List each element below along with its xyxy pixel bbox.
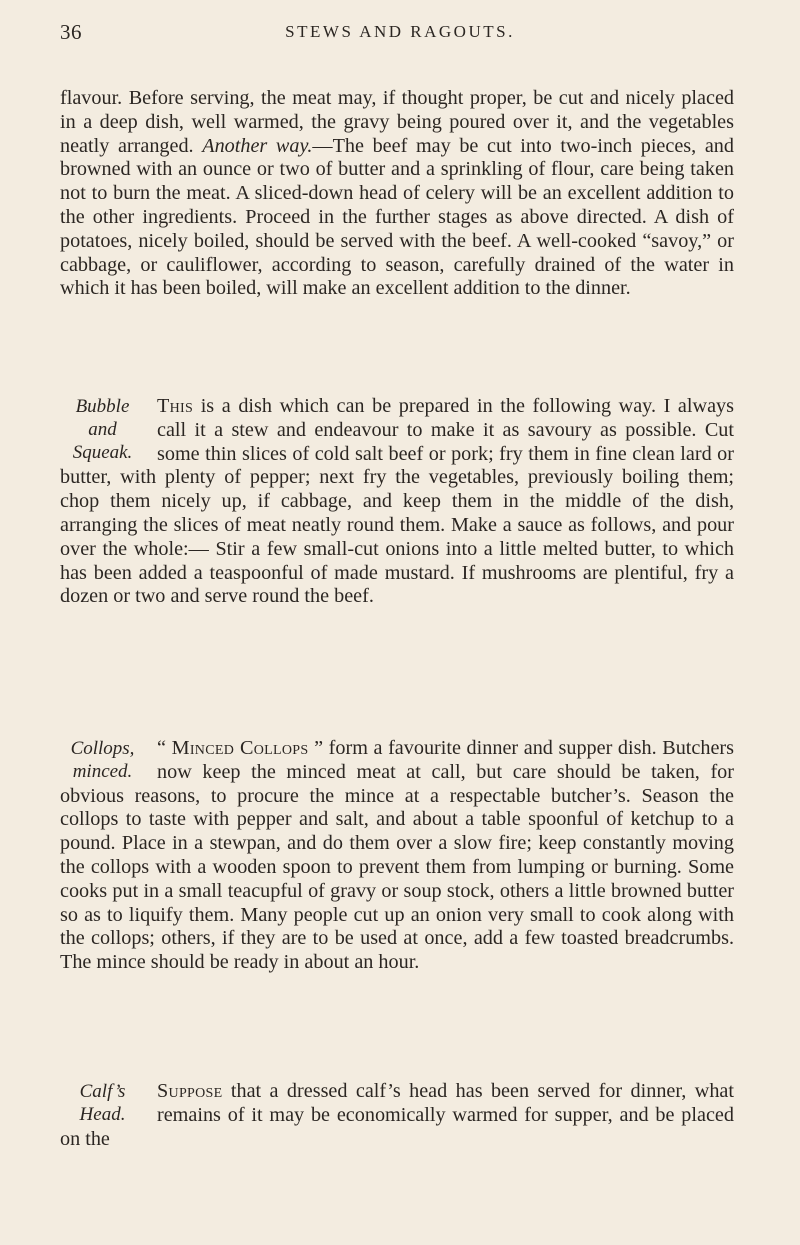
lead-word: This [157, 395, 194, 417]
sidenote-bubble-and-squeak: Bubble and Squeak. [72, 396, 133, 463]
lead-word: Suppose [157, 1080, 223, 1102]
sidenote-collops-minced: Collops, minced. [70, 738, 135, 782]
paragraph-text: flavour. Before serving, the meat may, if thought proper, be cut and nicely placed in a deep dish, well warmed, the gravy being poured over it, and the vegetables neatly arranged. [60, 87, 734, 157]
sidenote-calfs-head: Calf’s Head. [79, 1081, 126, 1125]
another-way-phrase: Another way. [202, 134, 313, 157]
section-text: form a favourite dinner and supper dish. Butchers now keep the minced meat at call, but care should be taken, for obvious reasons, to procure the mince at a respectable butcher’s. Season the collops to taste with pepper and salt, and about a table spoonful of ketchup to a pound. Place in a stewpan, and do them over a slow fire; keep constantly moving the collops with a wooden spoon to prevent them from lumping or burning. Some cooks put in a small teacupful of gravy or soup stock, others a little browned butter so as to liquify them. Many people cut up an onion very small to cook along with the collops; others, if they are to be used at once, add a few toasted breadcrumbs. The mince should be ready in about an hour. [60, 737, 734, 974]
section-text: is a dish which can be prepared in the following way. I always call it a stew and endeavour to make it as savoury as possible. Cut some thin slices of cold salt beef or pork; fry them in fine clean lard or butter, with plenty of pepper; next fry the vegetables, previously boiling them; chop them nicely up, if cabbage, and keep them in the middle of the dish, arranging the slices of meat neatly round them. Make a sauce as follows, and pour over the whole:— Stir a few small-cut onions into a little melted butter, to which has been added a teaspoonful of made mustard. If mushrooms are plentiful, fry a dozen or two and serve round the beef. [60, 395, 734, 608]
close-quote: ” [308, 737, 324, 759]
open-quote: “ [157, 737, 172, 759]
calfs-head-section [60, 1080, 734, 1151]
running-head: STEWS AND RAGOUTS. [285, 22, 515, 41]
paragraph-text-continued: —The beef may be cut into two-inch pieces, and browned with an ounce or two of butter and a sprinkling of flour, care being taken not to burn the meat. A sliced-down head of celery will be an excellent addition to the other ingredients. Proceed in the further stages as above directed. A dish of potatoes, nicely boiled, should be served with the beef. A well-cooked “savoy,” or cabbage, or cauliflower, according to season, carefully drained of the water in which it has been boiled, will make an excellent addition to the dinner. [60, 134, 734, 300]
page-header [60, 20, 740, 56]
paragraph-continued [60, 87, 734, 301]
collops-minced-section [60, 737, 734, 975]
section-text: that a dressed calf’s head has been served for dinner, what remains of it may be economically warmed for supper, and be placed on the [60, 1080, 734, 1150]
lead-words: Minced Collops [171, 737, 309, 759]
page-number: 36 [60, 20, 82, 44]
bubble-and-squeak-section [60, 395, 734, 609]
